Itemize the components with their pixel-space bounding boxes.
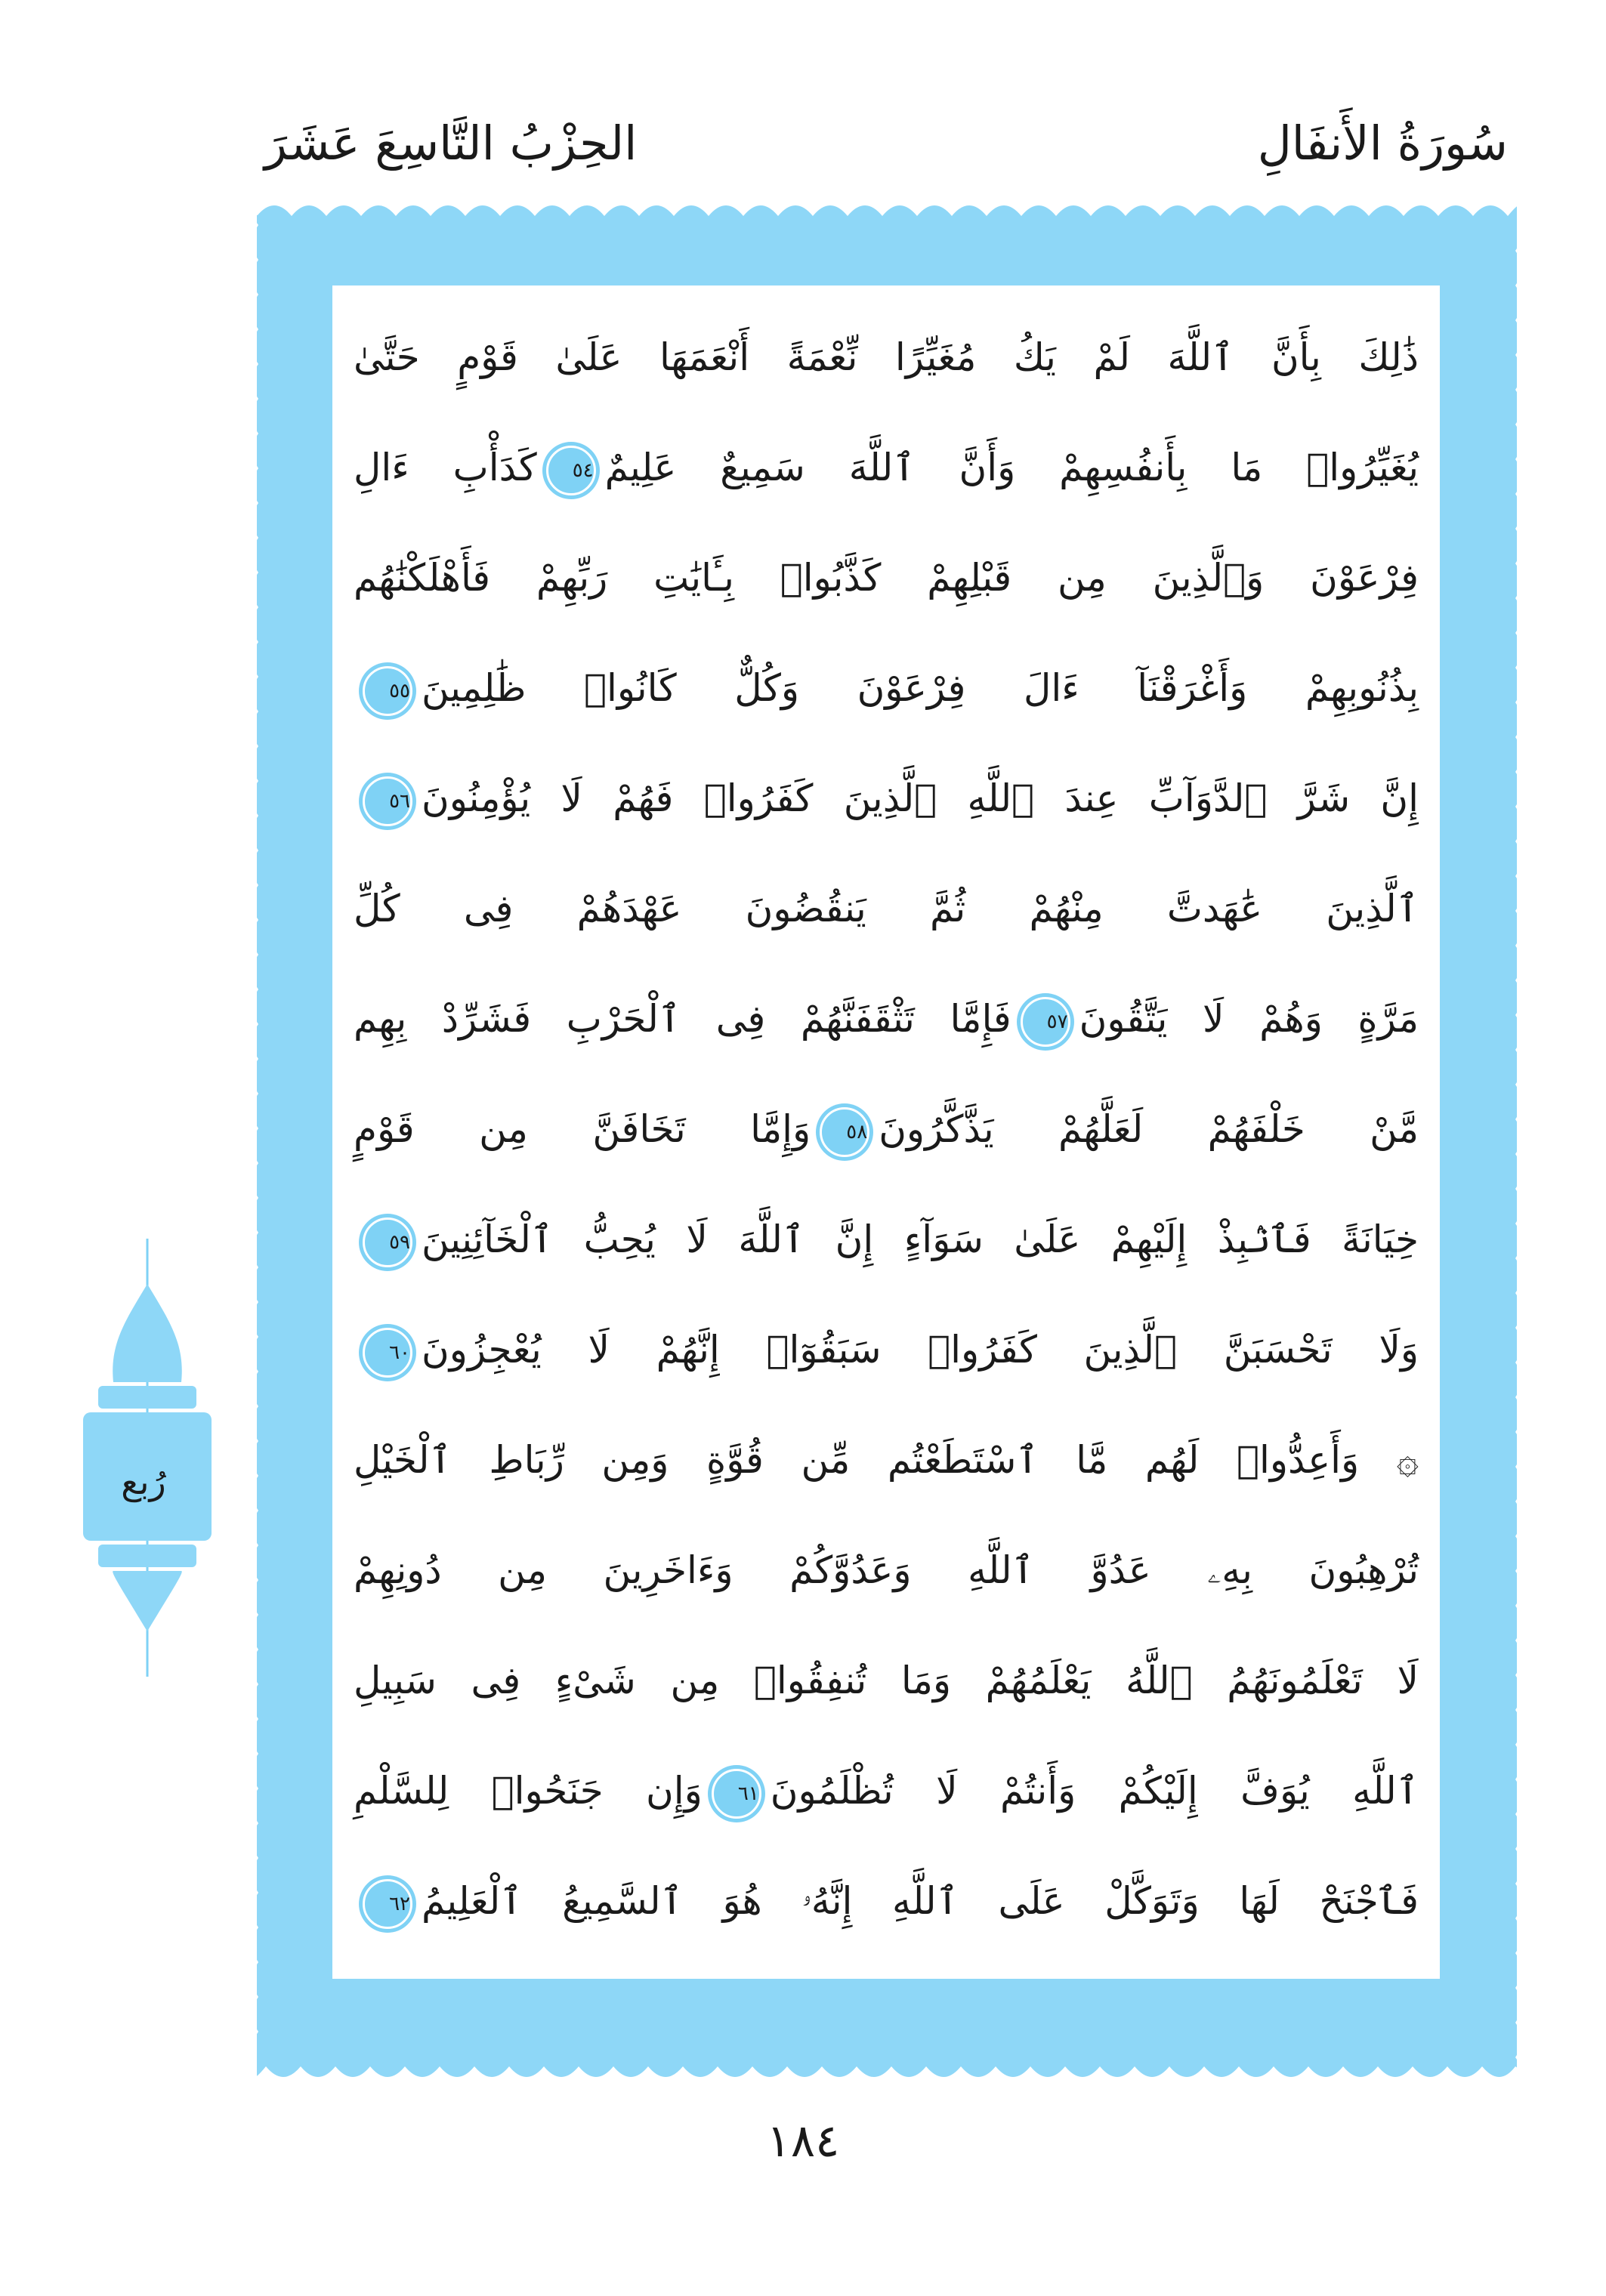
ayah-number-marker: ٥٥ <box>363 666 412 716</box>
verse-line <box>332 852 1440 965</box>
ayah-number-marker: ٥٤ <box>546 446 596 495</box>
ayah-number-marker: ٦٠ <box>363 1328 412 1378</box>
rub-ornament <box>83 1239 212 1677</box>
verse-text: إِنَّ شَرَّ ٱلدَّوَآبِّ عِندَ ٱللَّهِ ٱلَّذِينَ كَفَرُوا۟ فَهُمْ لَا يُؤْمِنُونَ <box>422 776 1419 820</box>
verse-text: ٱلَّذِينَ عَٰهَدتَّ مِنْهُمْ ثُمَّ يَنقُضُونَ عَهْدَهُمْ فِى كُلِّ <box>354 887 1419 930</box>
verse-text: لَا تَعْلَمُونَهُمُ ٱللَّهُ يَعْلَمُهُمْ وَمَا تُنفِقُوا۟ مِن شَىْءٍ فِى سَبِيلِ <box>354 1659 1419 1702</box>
verse-text: وَإِمَّا تَخَافَنَّ مِن قَوْمٍ <box>354 1107 811 1151</box>
verse-text: فَٱجْنَحْ لَهَا وَتَوَكَّلْ عَلَى ٱللَّهِ إِنَّهُۥ هُوَ ٱلسَّمِيعُ ٱلْعَلِيمُ <box>422 1879 1419 1923</box>
verse-text: بِذُنُوبِهِمْ وَأَغْرَقْنَآ ءَالَ فِرْعَوْنَ وَكُلٌّ كَانُوا۟ ظَٰلِمِينَ <box>422 666 1419 710</box>
verse-text-panel <box>332 285 1440 1979</box>
verse-text: تُرْهِبُونَ بِهِۦ عَدُوَّ ٱللَّهِ وَعَدُوَّكُمْ وَءَاخَرِينَ مِن دُونِهِمْ <box>354 1548 1419 1592</box>
verse-line <box>332 1293 1440 1406</box>
rub-marker-label: رُبع <box>121 1461 166 1502</box>
ayah-number-marker: ٦١ <box>712 1769 761 1819</box>
verse-line <box>332 1734 1440 1847</box>
verse-line <box>332 1624 1440 1737</box>
hizb-title: الحِزْبُ التَّاسِعَ عَشَرَ <box>264 116 638 171</box>
ayah-number-marker: ٥٧ <box>1021 997 1070 1047</box>
verse-line <box>332 1844 1440 1958</box>
verse-line <box>332 301 1440 414</box>
ayah-number-marker: ٦٢ <box>363 1879 412 1929</box>
verse-text: مَرَّةٍ وَهُمْ لَا يَتَّقُونَ <box>1079 997 1419 1041</box>
verse-text: خِيَانَةً فَٱنۢبِذْ إِلَيْهِمْ عَلَىٰ سَوَآءٍ إِنَّ ٱللَّهَ لَا يُحِبُّ ٱلْخَآئِنِينَ <box>422 1217 1419 1261</box>
verse-text: ۞ وَأَعِدُّوا۟ لَهُم مَّا ٱسْتَطَعْتُم مِّن قُوَّةٍ وَمِن رِّبَاطِ ٱلْخَيْلِ <box>354 1438 1419 1482</box>
verse-line <box>332 962 1440 1075</box>
verse-text: وَإِن جَنَحُوا۟ لِلسَّلْمِ <box>354 1769 703 1813</box>
ayah-number-marker: ٥٨ <box>820 1107 869 1157</box>
ayah-number-marker: ٥٩ <box>363 1217 412 1267</box>
verse-text: فَإِمَّا تَثْقَفَنَّهُمْ فِى ٱلْحَرْبِ فَشَرِّدْ بِهِم <box>354 997 1011 1041</box>
verse-text: وَلَا تَحْسَبَنَّ ٱلَّذِينَ كَفَرُوا۟ سَبَقُوٓا۟ إِنَّهُمْ لَا يُعْجِزُونَ <box>422 1328 1419 1372</box>
verse-line <box>332 631 1440 745</box>
verse-text: كَدَأْبِ ءَالِ <box>354 446 537 489</box>
page-number: ١٨٤ <box>766 2115 840 2168</box>
verse-line <box>332 1183 1440 1296</box>
ayah-number-marker: ٥٦ <box>363 776 412 826</box>
verse-text: مَّنْ خَلْفَهُمْ لَعَلَّهُمْ يَذَّكَّرُونَ <box>879 1107 1419 1151</box>
verse-line <box>332 1072 1440 1186</box>
verse-line <box>332 742 1440 855</box>
surah-title: سُورَةُ الأَنفَالِ <box>1257 116 1508 171</box>
verse-text: فِرْعَوْنَ وَٱلَّذِينَ مِن قَبْلِهِمْ كَذَّبُوا۟ بِـَٔايَٰتِ رَبِّهِمْ فَأَهْلَكْنَٰهُم <box>354 556 1419 600</box>
verse-line <box>332 521 1440 634</box>
verse-line <box>332 1403 1440 1517</box>
verse-line <box>332 1514 1440 1627</box>
verse-text: ذَٰلِكَ بِأَنَّ ٱللَّهَ لَمْ يَكُ مُغَيِّرًا نِّعْمَةً أَنْعَمَهَا عَلَىٰ قَوْمٍ حَتَّىٰ <box>354 335 1419 379</box>
verse-text: يُغَيِّرُوا۟ مَا بِأَنفُسِهِمْ وَأَنَّ ٱللَّهَ سَمِيعٌ عَلِيمٌ <box>604 446 1419 489</box>
verse-line <box>332 411 1440 524</box>
verse-text: ٱللَّهِ يُوَفَّ إِلَيْكُمْ وَأَنتُمْ لَا تُظْلَمُونَ <box>770 1769 1419 1813</box>
